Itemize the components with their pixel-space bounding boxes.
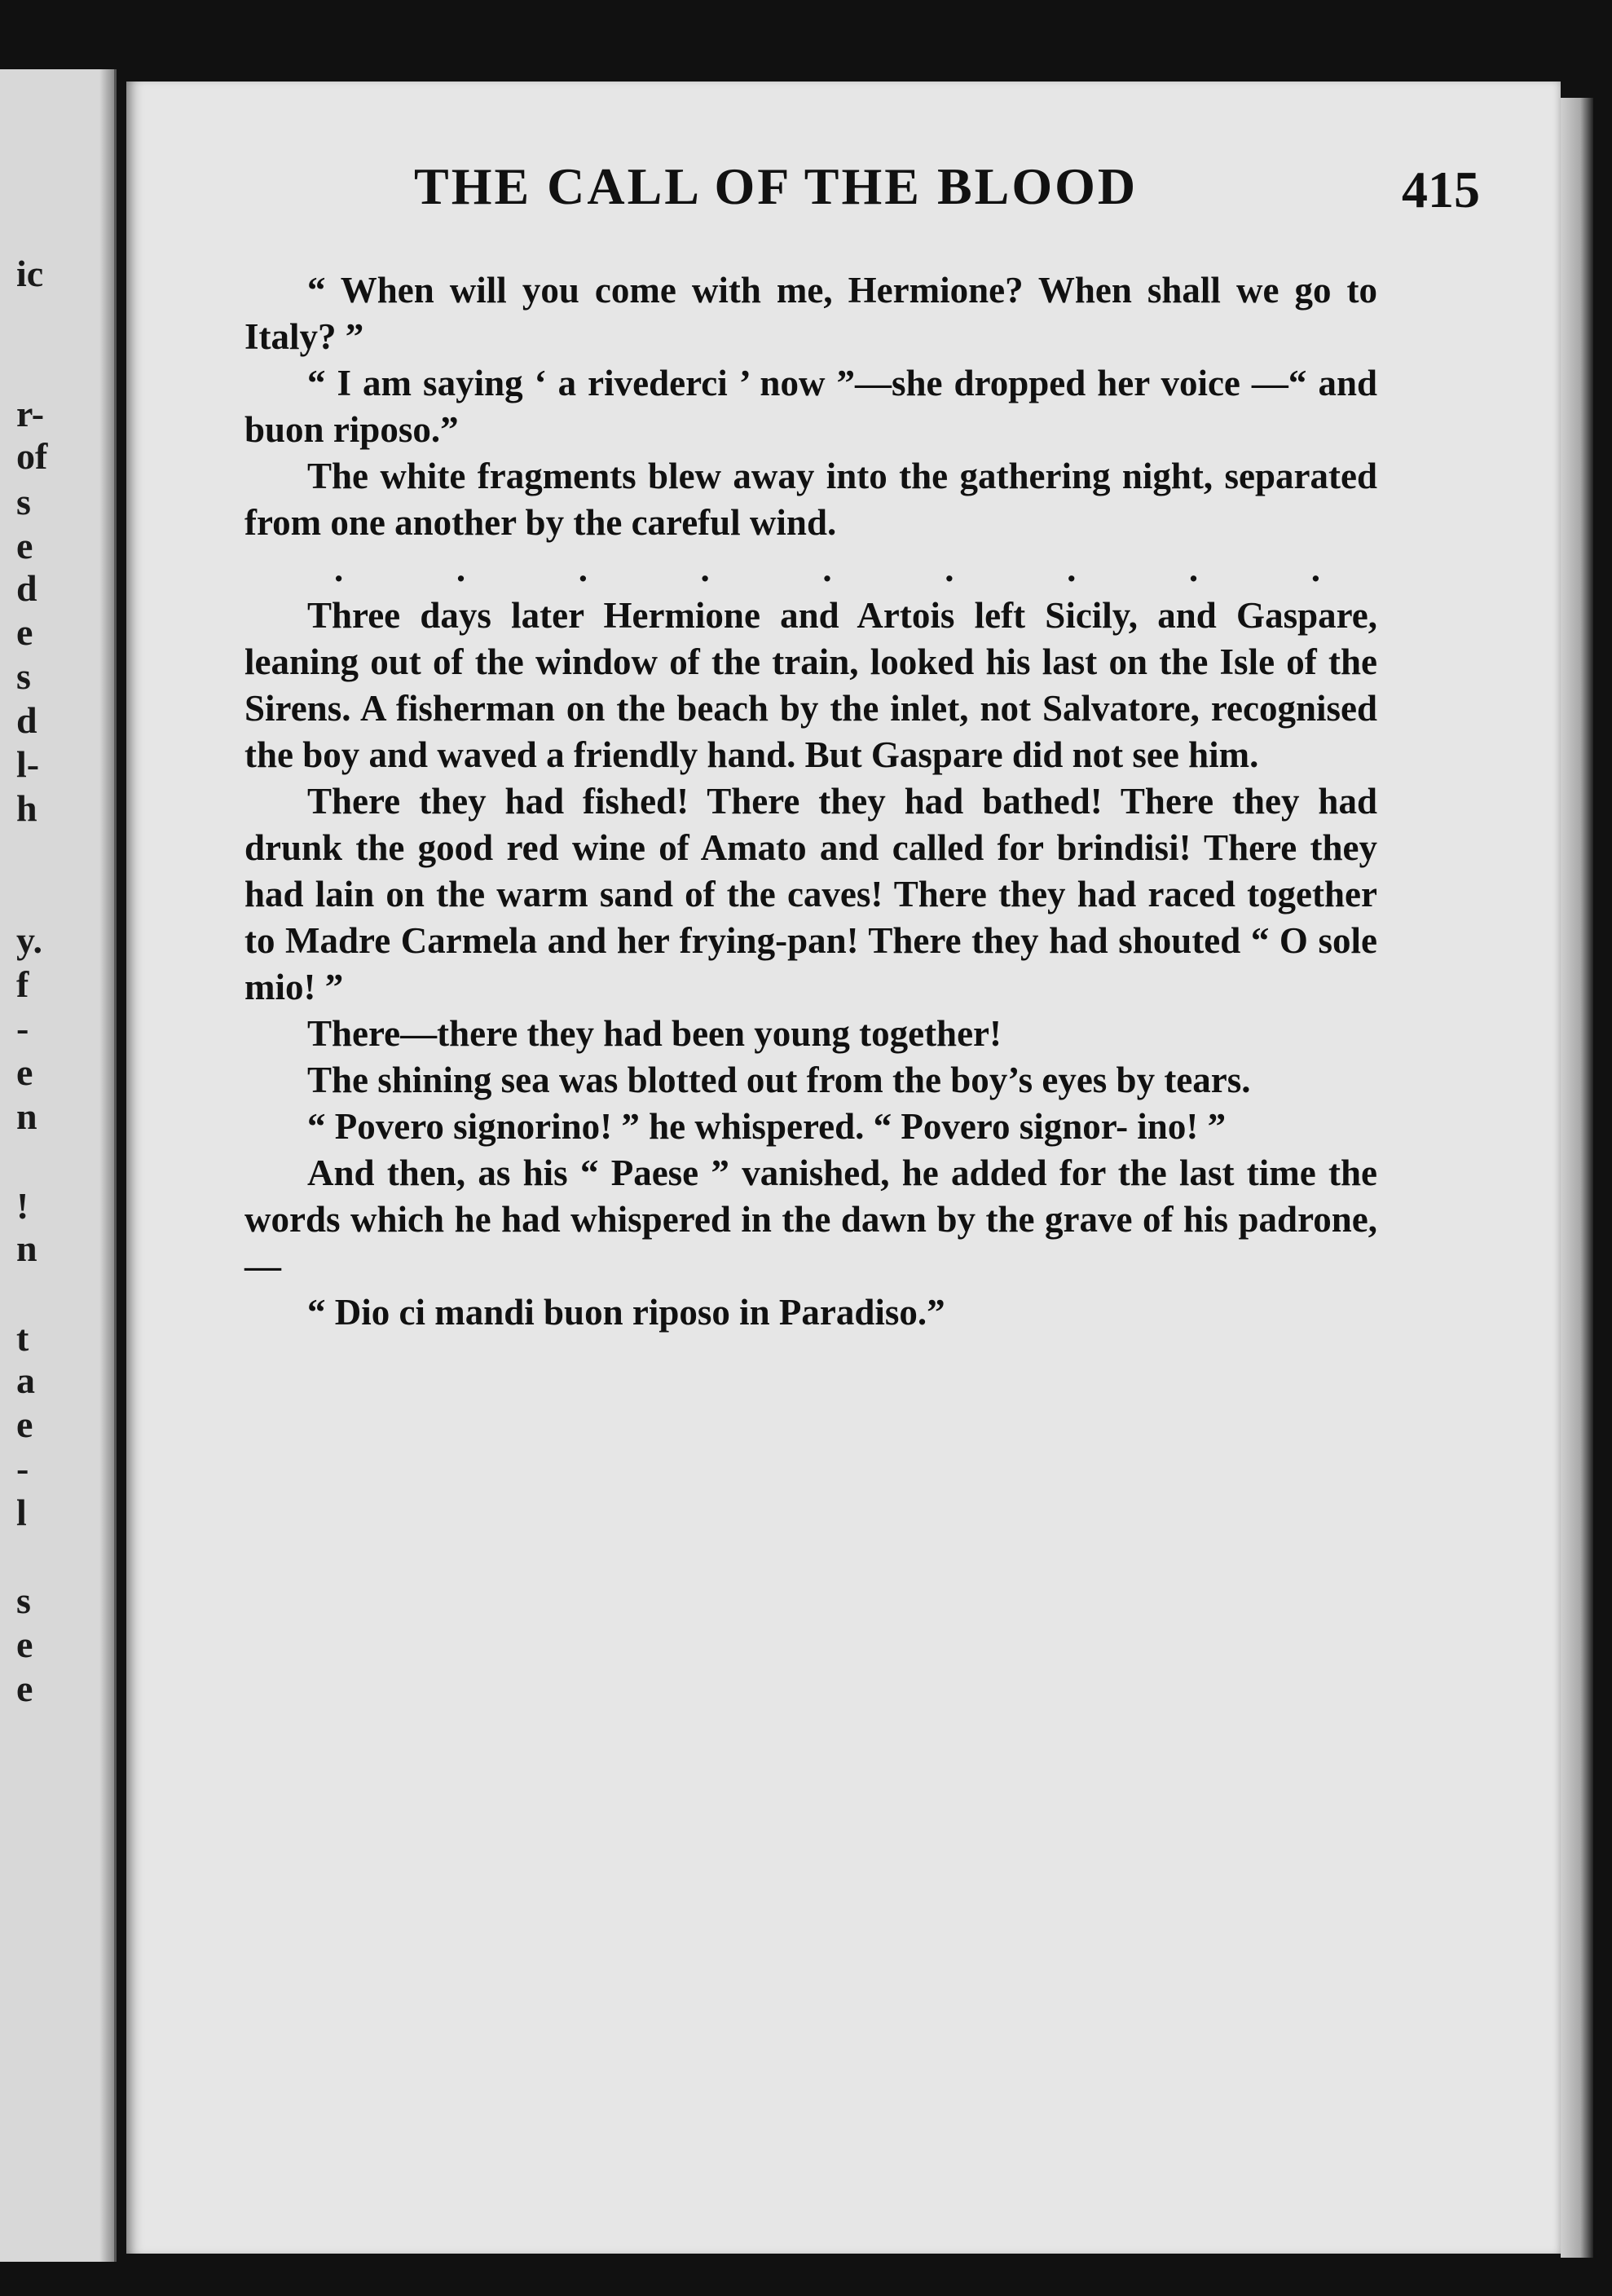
paragraph: “ I am saying ‘ a rivederci ’ now ”—she dropped her voice —“ and buon riposo.” (244, 363, 1377, 450)
fragment: y. (16, 919, 42, 961)
paragraph: And then, as his “ Paese ” vanished, he added for the last time the words which he had whispered in the dawn by the grave of his padrone,— (244, 1152, 1377, 1286)
fragment: ! (16, 1185, 29, 1227)
fragment: s (16, 481, 31, 522)
section-break-dot: . (945, 549, 954, 589)
page-header (126, 156, 1561, 222)
section-break-dot: . (822, 549, 832, 589)
fragment: l (16, 1492, 27, 1533)
fragment: of (16, 435, 48, 477)
section-break-dot: . (456, 549, 466, 589)
book-page (126, 82, 1561, 2254)
page-number: 415 (1402, 161, 1480, 218)
right-page-edge (1561, 98, 1593, 2258)
fragment: d (16, 567, 37, 609)
paragraph: The white fragments blew away into the gathering night, separated from one another by the careful wind. (244, 456, 1377, 543)
previous-page-edge (0, 69, 117, 2262)
section-break-dot: . (578, 549, 588, 589)
fragment: ic (16, 253, 44, 294)
paragraph: “ Dio ci mandi buon riposo in Paradiso.” (307, 1292, 945, 1333)
fragment: e (16, 525, 33, 566)
fragment: n (16, 1095, 37, 1137)
paragraph: There they had fished! There they had bathed! There they had drunk the good red wine of Amato and called for brindisi! There they had lain on the warm sand of the caves! There they had raced together to Madre Carmela and her frying-pan! There they had shouted “ O sole mio! ” (244, 781, 1377, 1007)
running-title: THE CALL OF THE BLOOD (414, 157, 1139, 215)
section-break-dot: . (1067, 549, 1077, 589)
fragment: e (16, 1668, 33, 1709)
paragraph: Three days later Hermione and Artois left Sicily, and Gaspare, leaning out of the window of the train, looked his last on the Isle of the Sirens. A fisherman on the beach by the inlet, not Salvatore, recognised the boy and waved a friendly hand. But Gaspare did not see him. (244, 595, 1377, 775)
section-break-dot: . (1310, 549, 1320, 589)
paragraph: “ When will you come with me, Hermione? When shall we go to Italy? ” (244, 270, 1377, 357)
fragment: e (16, 1051, 33, 1093)
gutter-shadow (99, 69, 114, 2262)
fragment: h (16, 787, 37, 829)
fragment: a (16, 1360, 35, 1401)
section-break (334, 546, 1320, 593)
body-text (244, 267, 1377, 1336)
fragment: n (16, 1227, 37, 1269)
paragraph: The shining sea was blotted out from the boy’s eyes by tears. (307, 1060, 1251, 1100)
fragment: - (16, 1007, 29, 1049)
previous-page-text-fragments (0, 69, 114, 2262)
fragment: - (16, 1448, 29, 1489)
fragment: d (16, 699, 37, 741)
fragment: l- (16, 743, 40, 785)
fragment: s (16, 655, 31, 697)
section-break-dot: . (334, 549, 344, 589)
fragment: e (16, 611, 33, 653)
section-break-dot: . (700, 549, 710, 589)
fragment: t (16, 1317, 29, 1359)
fragment: e (16, 1624, 33, 1665)
paragraph: “ Povero signorino! ” he whispered. “ Povero signor- ino! ” (307, 1106, 1227, 1147)
fragment: f (16, 963, 29, 1005)
section-break-dot: . (1188, 549, 1199, 589)
fragment: r- (16, 393, 45, 434)
fragment: e (16, 1404, 33, 1445)
fragment: s (16, 1580, 31, 1621)
paragraph: There—there they had been young together! (307, 1013, 1002, 1054)
